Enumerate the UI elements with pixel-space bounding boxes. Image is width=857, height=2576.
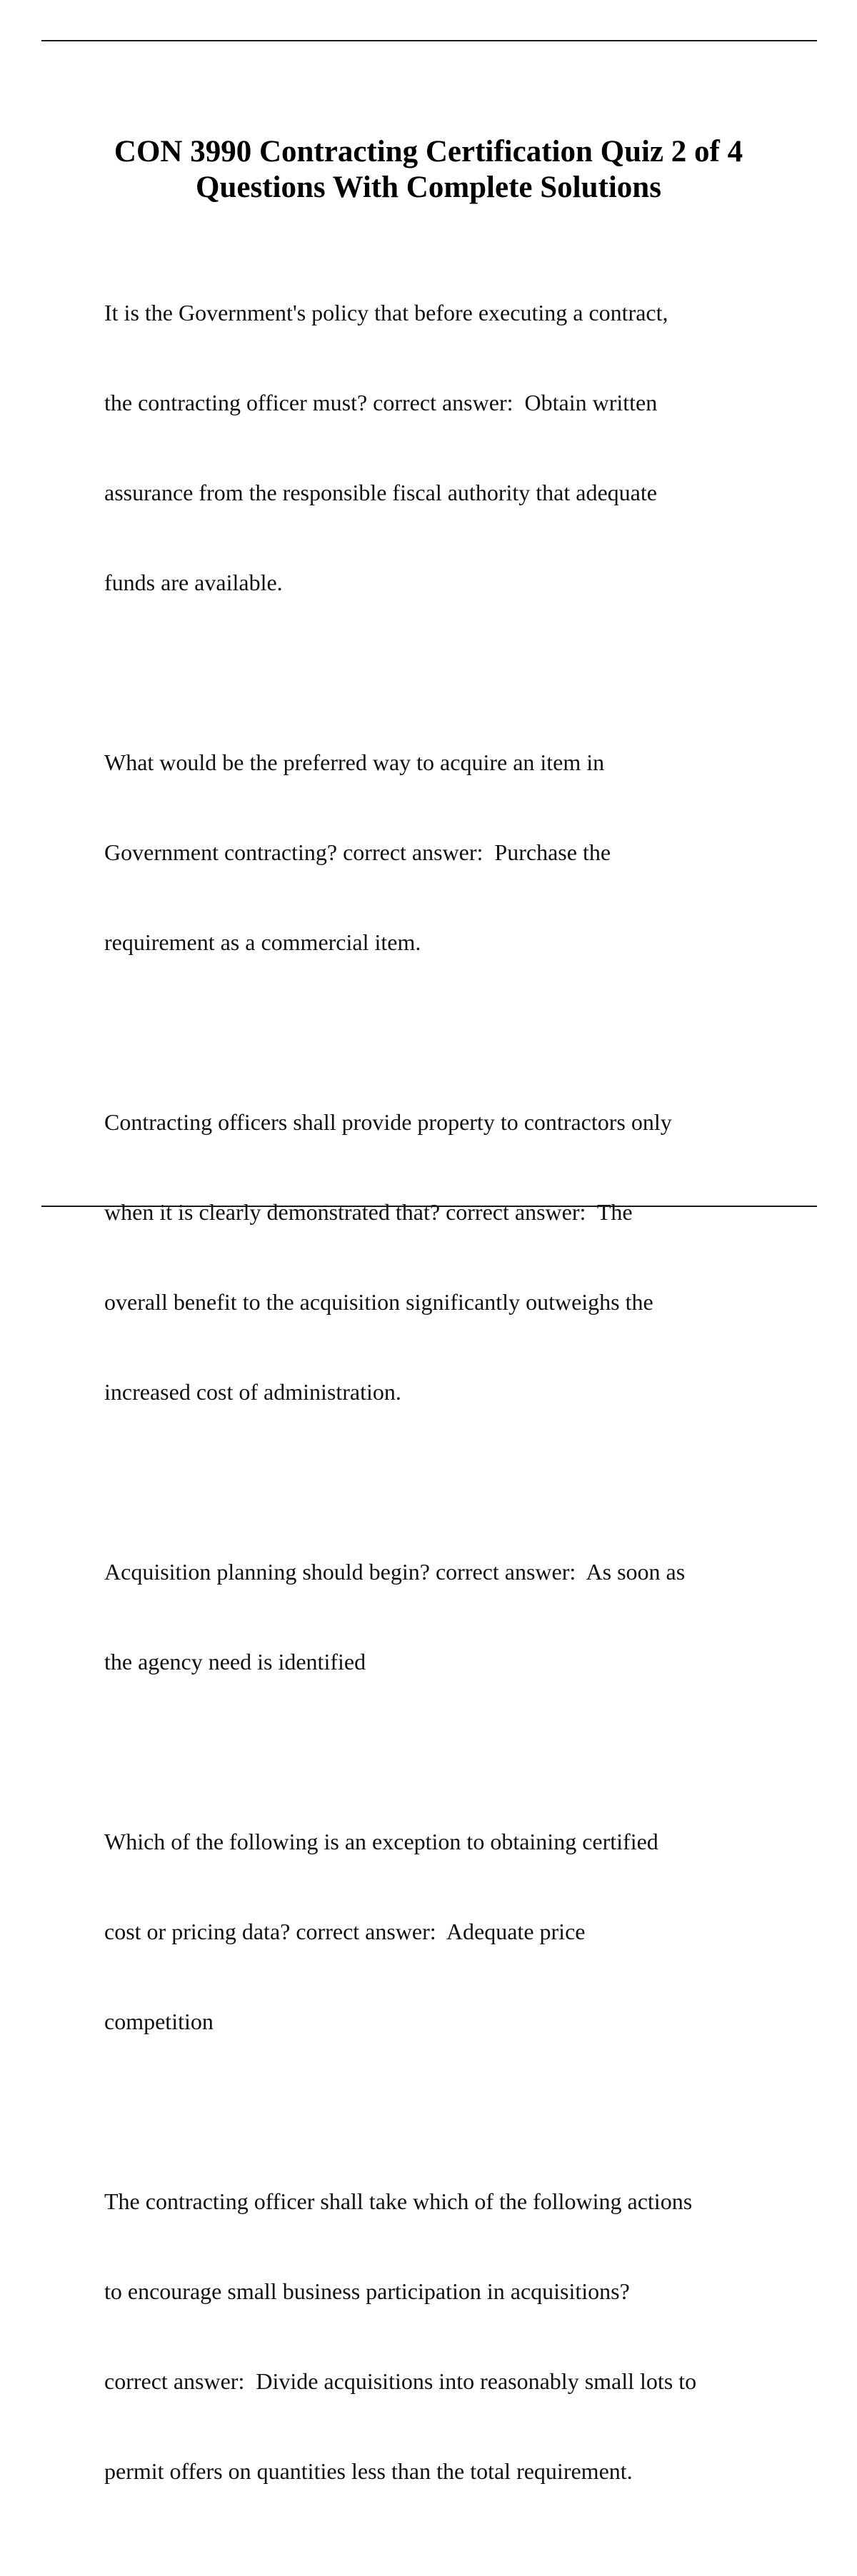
qa-item bbox=[104, 2126, 783, 2546]
qa-line: assurance from the responsible fiscal authority that adequate bbox=[104, 480, 657, 505]
title-line: Questions With Complete Solutions bbox=[196, 171, 661, 204]
qa-line: funds are available. bbox=[104, 570, 283, 595]
qa-line: correct answer: Divide acquisitions into reasonably small lots to bbox=[104, 2368, 697, 2394]
qa-line: when it is clearly demonstrated that? correct answer: The bbox=[104, 1199, 633, 1225]
bottom-rule bbox=[41, 1206, 817, 1207]
qa-item bbox=[104, 1767, 783, 2096]
qa-line: What would be the preferred way to acquire an item in bbox=[104, 749, 605, 775]
page-title bbox=[71, 134, 786, 206]
qa-item bbox=[104, 1497, 783, 1737]
qa-line: Contracting officers shall provide property to contractors only bbox=[104, 1109, 672, 1135]
top-rule bbox=[41, 40, 817, 41]
qa-line: the contracting officer must? correct answer: Obtain written bbox=[104, 390, 658, 415]
qa-line: Which of the following is an exception to obtaining certified bbox=[104, 1829, 658, 1854]
qa-line: requirement as a commercial item. bbox=[104, 929, 421, 955]
qa-line: competition bbox=[104, 2009, 214, 2034]
qa-item bbox=[104, 687, 783, 1017]
qa-list bbox=[104, 238, 783, 2576]
qa-line: cost or pricing data? correct answer: Adequate price bbox=[104, 1919, 586, 1944]
qa-line: Acquisition planning should begin? correct answer: As soon as bbox=[104, 1559, 686, 1585]
qa-line: It is the Government's policy that before executing a contract, bbox=[104, 300, 668, 325]
qa-item bbox=[104, 1047, 783, 1467]
qa-line: The contracting officer shall take which of the following actions bbox=[104, 2188, 693, 2214]
qa-item bbox=[104, 238, 783, 657]
qa-line: increased cost of administration. bbox=[104, 1379, 401, 1405]
title-line: CON 3990 Contracting Certification Quiz 2 of 4 bbox=[114, 135, 743, 168]
qa-line: Government contracting? correct answer: Purchase the bbox=[104, 839, 611, 865]
qa-line: the agency need is identified bbox=[104, 1649, 366, 1675]
qa-line: to encourage small business participation in acquisitions? bbox=[104, 2278, 630, 2304]
qa-line: permit offers on quantities less than the total requirement. bbox=[104, 2458, 633, 2484]
qa-line: overall benefit to the acquisition significantly outweighs the bbox=[104, 1289, 653, 1315]
